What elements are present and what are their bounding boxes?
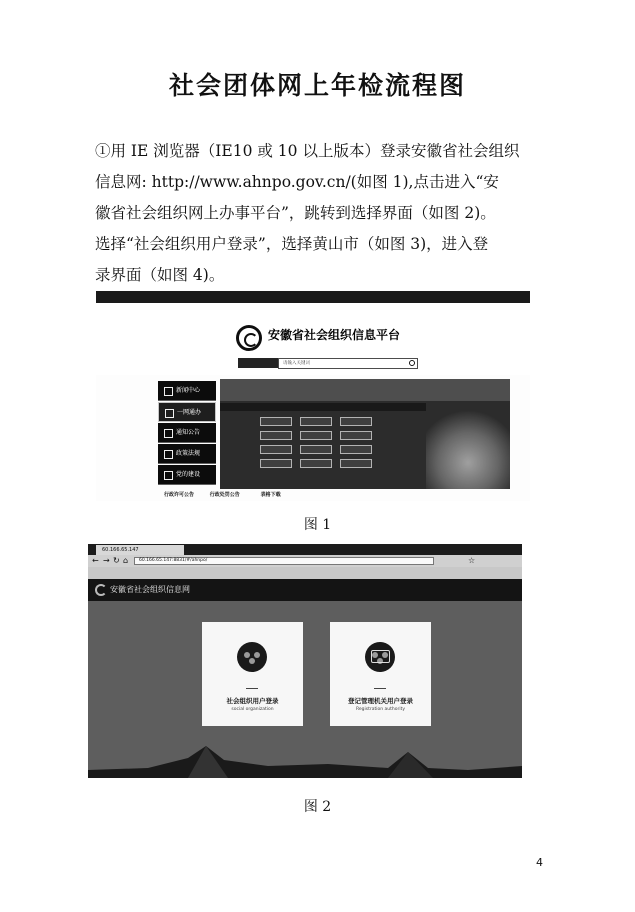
site-top-bar bbox=[96, 291, 530, 303]
card-title: 社会组织用户登录 bbox=[226, 697, 279, 705]
card-title: 登记管理机关用户登录 bbox=[348, 697, 413, 705]
site-header bbox=[88, 579, 522, 601]
star-icon[interactable]: ☆ bbox=[468, 556, 476, 565]
site-logo-icon bbox=[95, 584, 107, 596]
divider bbox=[246, 688, 258, 689]
mountain-decoration bbox=[88, 738, 522, 778]
document-title: 社会团体网上年检流程图 bbox=[168, 71, 466, 100]
service-button[interactable] bbox=[300, 459, 332, 468]
paragraph-line: 录界面（如图 4)。 bbox=[95, 266, 225, 284]
nav-item-news[interactable]: 新闻中心 bbox=[158, 381, 216, 401]
browser-tab[interactable]: 60.166.65.147 bbox=[96, 545, 184, 555]
card-subtitle: Registration authority bbox=[355, 707, 406, 712]
browser-toolbar bbox=[88, 567, 522, 579]
paragraph-line: ①用 IE 浏览器（IE10 或 10 以上版本）登录安徽省社会组织 bbox=[95, 142, 520, 160]
page-number: 4 bbox=[536, 856, 543, 869]
service-button[interactable] bbox=[340, 431, 372, 440]
footer-link[interactable]: 行政许可公告 bbox=[164, 492, 195, 498]
search-icon[interactable] bbox=[409, 360, 415, 366]
tab-strip[interactable] bbox=[220, 403, 430, 411]
banner[interactable] bbox=[220, 379, 510, 401]
site-logo-icon bbox=[236, 325, 262, 351]
figure-1-screenshot bbox=[96, 291, 530, 501]
search-placeholder: 请输入关键词 bbox=[283, 361, 310, 366]
main-panel bbox=[220, 379, 510, 489]
browser-tab-bar bbox=[88, 544, 522, 555]
service-button[interactable] bbox=[260, 417, 292, 426]
paragraph-line: 徽省社会组织网上办事平台”，跳转到选择界面（如图 2)。 bbox=[95, 204, 496, 222]
service-button[interactable] bbox=[260, 459, 292, 468]
site-title: 安徽省社会组织信息平台 bbox=[268, 328, 401, 342]
nav-item-policies[interactable]: 政策法规 bbox=[158, 444, 216, 464]
divider bbox=[374, 688, 386, 689]
registration-authority-login-card[interactable] bbox=[330, 622, 431, 726]
service-button[interactable] bbox=[340, 459, 372, 468]
paragraph-line: 选择“社会组织用户登录”，选择黄山市（如图 3)，进入登 bbox=[95, 235, 489, 253]
search-category bbox=[238, 358, 278, 368]
footer-links bbox=[164, 491, 504, 501]
home-icon[interactable]: ⌂ bbox=[123, 556, 129, 565]
nav-item-one-stop[interactable]: 一网通办 bbox=[158, 402, 216, 422]
service-button[interactable] bbox=[300, 431, 332, 440]
figure-1-caption: 图 1 bbox=[303, 517, 332, 533]
social-organization-login-card[interactable] bbox=[202, 622, 303, 726]
service-button[interactable] bbox=[260, 431, 292, 440]
id-card-outline bbox=[371, 650, 390, 663]
figure-2-screenshot bbox=[88, 544, 522, 778]
browser-address-bar bbox=[88, 555, 522, 567]
paragraph-line: 信息网: http://www.ahnpo.gov.cn/(如图 1),点击进入“安 bbox=[95, 173, 499, 191]
site-title: 安徽省社会组织信息网 bbox=[110, 585, 190, 594]
instruction-paragraph bbox=[95, 136, 555, 291]
users-icon bbox=[237, 642, 267, 672]
back-icon[interactable]: ← bbox=[92, 556, 99, 565]
nav-item-party[interactable]: 党的建设 bbox=[158, 465, 216, 485]
figure-2-caption: 图 2 bbox=[303, 799, 332, 815]
search-input[interactable] bbox=[278, 358, 418, 369]
service-button[interactable] bbox=[340, 417, 372, 426]
service-button[interactable] bbox=[300, 417, 332, 426]
card-subtitle: social organization bbox=[231, 707, 274, 712]
decorative-photo bbox=[426, 401, 510, 489]
site-header bbox=[96, 303, 530, 375]
service-button[interactable] bbox=[260, 445, 292, 454]
footer-link[interactable]: 行政处罚公告 bbox=[209, 492, 240, 498]
url-input[interactable]: 60.166.65.147:8831/#/ahnpo/ bbox=[134, 557, 434, 565]
refresh-icon[interactable]: ↻ bbox=[113, 556, 120, 565]
service-button[interactable] bbox=[300, 445, 332, 454]
footer-link[interactable]: 表格下载 bbox=[260, 492, 281, 498]
forward-icon[interactable]: → bbox=[103, 556, 110, 565]
nav-item-notices[interactable]: 通知公告 bbox=[158, 423, 216, 443]
service-button[interactable] bbox=[340, 445, 372, 454]
